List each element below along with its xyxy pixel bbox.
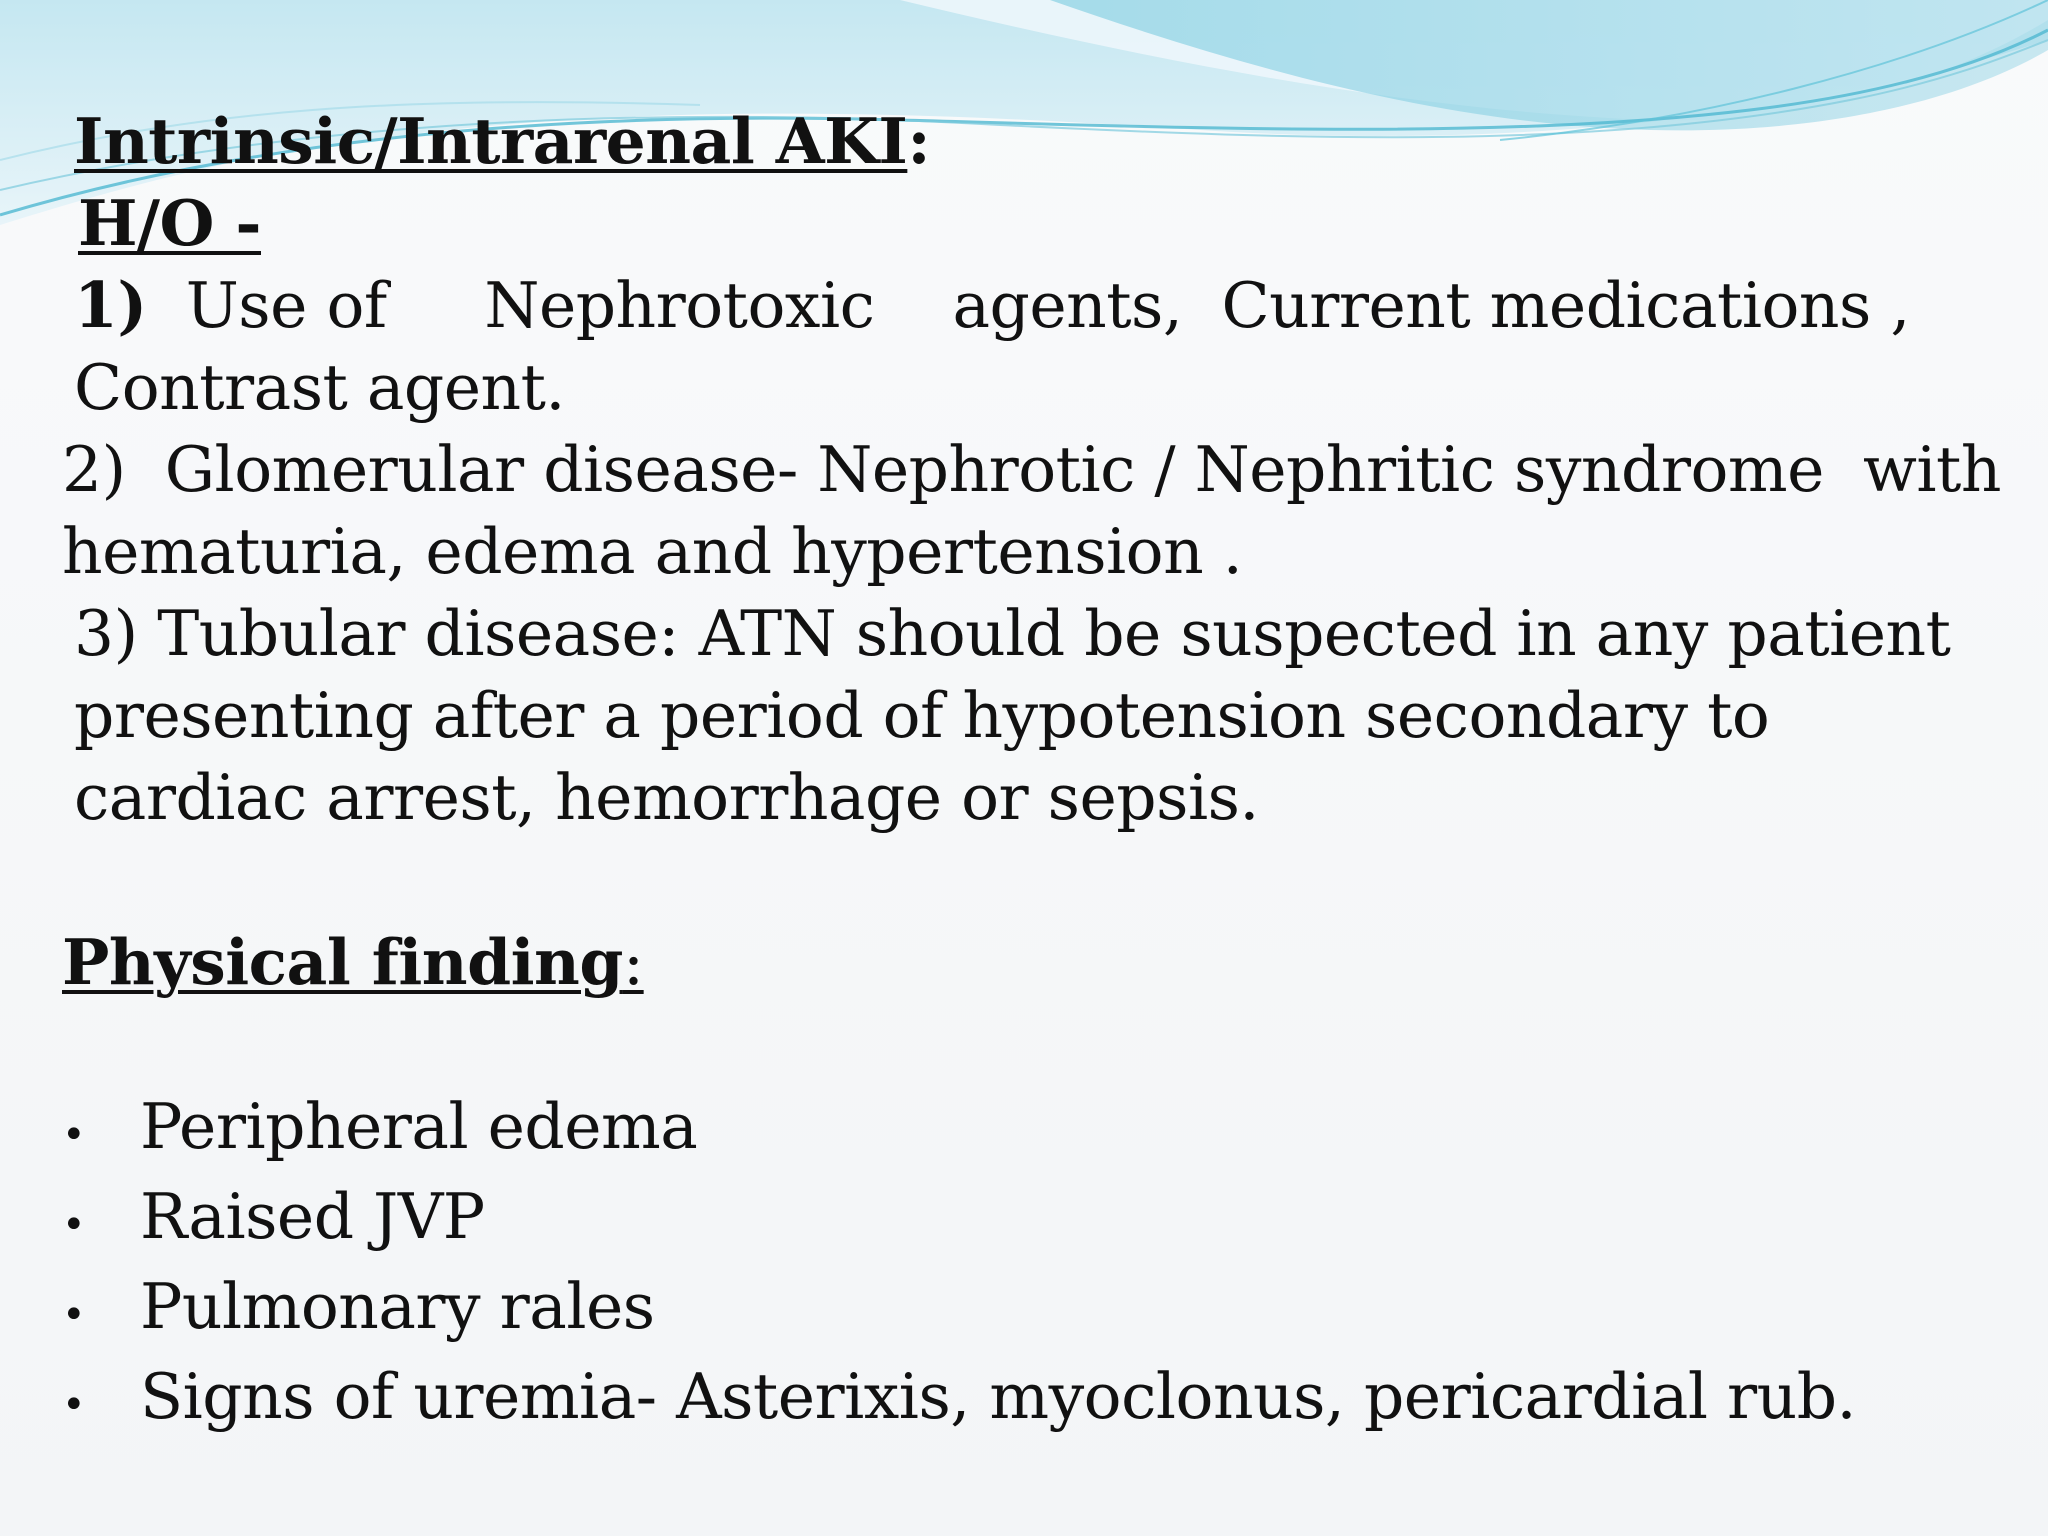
history-heading: H/O - bbox=[78, 186, 261, 260]
title-colon: : bbox=[907, 104, 931, 178]
history-item-1-number: 1) bbox=[74, 268, 147, 342]
list-item bbox=[62, 1356, 2002, 1446]
physical-finding-heading bbox=[62, 921, 2002, 1004]
finding-text: Pulmonary rales bbox=[140, 1270, 655, 1343]
finding-text: Signs of uremia- Asterixis, myoclonus, pericardial rub. bbox=[140, 1360, 1857, 1433]
spacer bbox=[62, 1004, 2002, 1086]
finding-text: Raised JVP bbox=[140, 1180, 485, 1253]
list-item bbox=[62, 1176, 2002, 1266]
bullet-icon: • bbox=[62, 1382, 86, 1428]
slide-content bbox=[62, 100, 2021, 1446]
bullet-icon: • bbox=[62, 1112, 86, 1158]
history-item-2-text: Glomerular disease- Nephrotic / Nephritic syndrome with hematuria, edema and hypertension . bbox=[62, 433, 2021, 588]
title-text: Intrinsic/Intrarenal AKI bbox=[74, 104, 908, 178]
history-item-3-text: Tubular disease: ATN should be suspected in any patient presenting after a period of hypotension secondary to cardiac arrest, hemorrhage or sepsis. bbox=[74, 597, 1970, 834]
history-item-2-number: 2) bbox=[62, 433, 126, 506]
finding-text: Peripheral edema bbox=[140, 1090, 698, 1163]
list-item bbox=[62, 1266, 2002, 1356]
slide-title bbox=[74, 100, 2002, 182]
physical-heading-text: Physical finding bbox=[62, 925, 623, 999]
history-item-3 bbox=[74, 593, 2002, 839]
physical-heading-colon: : bbox=[622, 926, 644, 999]
physical-findings-list bbox=[62, 1086, 2002, 1446]
bullet-icon: • bbox=[62, 1292, 86, 1338]
history-item-2 bbox=[62, 429, 2021, 593]
bullet-icon: • bbox=[62, 1202, 86, 1248]
history-item-3-number: 3) bbox=[74, 597, 138, 670]
history-item-1-text: Use of Nephrotoxic agents, Current medications , Contrast agent. bbox=[74, 269, 1930, 424]
spacer bbox=[62, 839, 2002, 921]
history-item-1 bbox=[74, 264, 2002, 429]
list-item bbox=[62, 1086, 2002, 1176]
